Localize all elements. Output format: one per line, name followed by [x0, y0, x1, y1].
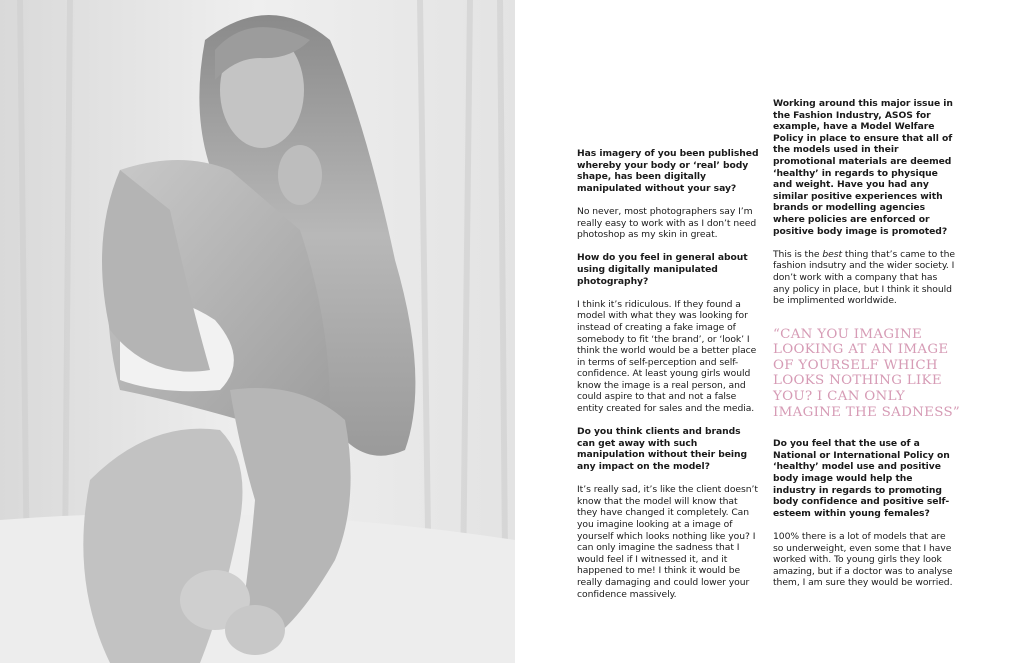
- interview-column-right: [773, 98, 961, 601]
- answer-4-post: thing that’s came to the fashion indsutry and the wider society. I don’t work with a company that has any policy in place, but I think it should be implimented worldwide.: [773, 248, 955, 307]
- answer-4-pre: This is the: [773, 248, 823, 260]
- answer-2: I think it’s ridiculous. If they found a model with what they was looking for instead of creating a fake image of somebody to fit ‘the brand’, or ‘look’ I think the world would be a better place in terms of self-perception and self-confidence. At least young girls would know the image is a real person, and could aspire to that and not a false entity created for sales and the media.: [577, 298, 757, 415]
- question-3: Do you think clients and brands can get away with such manipulation without their being any impact on the model?: [577, 426, 748, 473]
- answer-4: [773, 249, 955, 307]
- question-4: Working around this major issue in the Fashion Industry, ASOS for example, have a Model Welfare Policy in place to ensure that all of the models used in their promotional materials are deemed ‘healthy’ in regards to physique and weight. Have you had any similar positive experiences with brands or modelling agencies where policies are enforced or positive body image is promoted?: [773, 98, 953, 237]
- answer-4-emphasis: best: [822, 248, 843, 260]
- question-5: Do you feel that the use of a National or International Policy on ‘healthy’ model use and positive body image would help the industry in regards to promoting body confidence and positive self-esteem within young females?: [773, 438, 950, 519]
- question-2: How do you feel in general about using digitally manipulated photography?: [577, 252, 748, 287]
- answer-3: It’s really sad, it’s like the client doesn’t know that the model will know that they have changed it completely. Can you imagine looking at a image of yourself which looks nothing like you? I can only imagine the sadness that I would feel if I witnessed it, and it happened to me! I think it would be really damaging and could lower your confidence massively.: [577, 484, 758, 600]
- question-1: Has imagery of you been published whereby your body or ‘real’ body shape, has been digitally manipulated without your say?: [577, 148, 759, 194]
- answer-5: 100% there is a lot of models that are so underweight, even some that I have worked with. To young girls they look amazing, but if a doctor was to analyse them, I am sure they would be worried.: [773, 531, 953, 589]
- pull-quote: “CAN YOU IMAGINE LOOKING AT AN IMAGE OF YOURSELF WHICH LOOKS NOTHING LIKE YOU? I CAN ONLY IMAGINE THE SADNESS”: [773, 326, 961, 420]
- answer-1: No never, most photographers say I’m really easy to work with as I don’t need photoshop as my skin in great.: [577, 205, 757, 241]
- interview-column-left: [577, 148, 759, 612]
